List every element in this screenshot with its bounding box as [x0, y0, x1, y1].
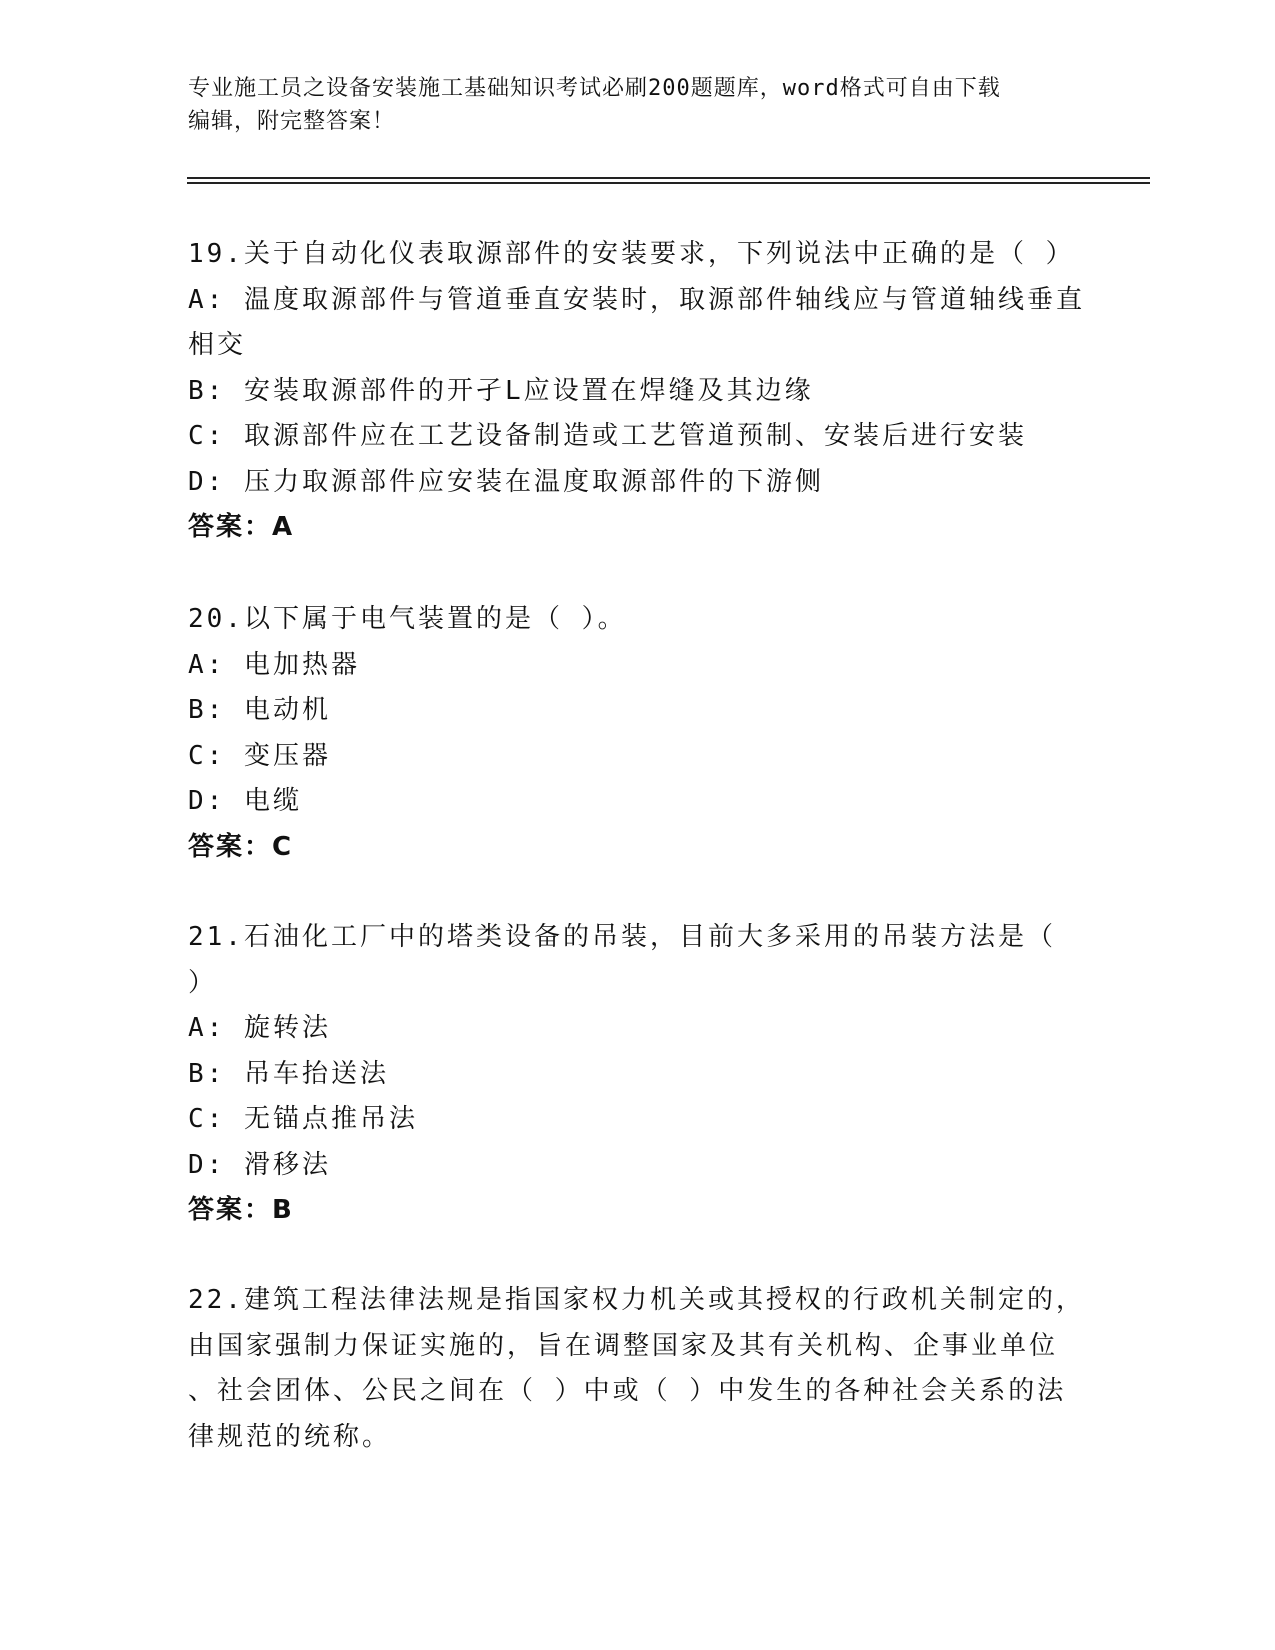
option-b: B: 电动机	[188, 695, 331, 725]
question-text-continued: 、社会团体、公民之间在（ ）中或（ ）中发生的各种社会关系的法	[188, 1376, 1067, 1406]
question-text-continued: 由国家强制力保证实施的，旨在调整国家及其有关机构、企事业单位	[188, 1330, 1059, 1361]
option-c: C: 取源部件应在工艺设备制造或工艺管道预制、安装后进行安装	[188, 421, 1027, 451]
option-a: A: 温度取源部件与管道垂直安装时，取源部件轴线应与管道轴线垂直	[188, 284, 1085, 315]
question-text-continued: ）	[188, 967, 218, 998]
answer-label: 答案：A	[188, 512, 295, 542]
header-divider	[187, 182, 1150, 184]
option-c: C: 变压器	[188, 740, 331, 771]
answer-label: 答案：B	[188, 1195, 294, 1225]
question-text: 21.石油化工厂中的塔类设备的吊装，目前大多采用的吊装方法是（	[188, 922, 1056, 952]
option-d: D: 压力取源部件应安装在温度取源部件的下游侧	[188, 466, 824, 497]
option-b: B: 安装取源部件的开孑L应设置在焊缝及其边缘	[188, 375, 814, 406]
header-line: 专业施工员之设备安装施工基础知识考试必刷200题题库，word格式可自由下载	[188, 76, 1001, 101]
option-a: A: 电加热器	[188, 649, 360, 680]
option-a-continued: 相交	[188, 330, 247, 360]
question-text: 20.以下属于电气装置的是（ ）。	[188, 604, 627, 634]
question-text: 19.关于自动化仪表取源部件的安装要求，下列说法中正确的是（ ）	[188, 239, 1075, 269]
question-text-continued: 律规范的统称。	[188, 1421, 392, 1452]
question-text: 22.建筑工程法律法规是指国家权力机关或其授权的行政机关制定的，	[188, 1285, 1085, 1315]
question-block	[188, 915, 1088, 1234]
header-line: 编辑，附完整答案！	[188, 109, 396, 134]
option-a: A: 旋转法	[188, 1013, 331, 1043]
header-divider	[187, 177, 1150, 179]
option-c: C: 无锚点推吊法	[188, 1104, 418, 1134]
question-block	[188, 1278, 1088, 1460]
option-b: B: 吊车抬送法	[188, 1058, 389, 1089]
document-header	[188, 72, 1068, 138]
question-block	[188, 597, 1088, 870]
option-d: D: 电缆	[188, 786, 302, 816]
answer-label: 答案：C	[188, 831, 294, 862]
question-block	[188, 232, 1088, 551]
option-d: D: 滑移法	[188, 1149, 331, 1180]
